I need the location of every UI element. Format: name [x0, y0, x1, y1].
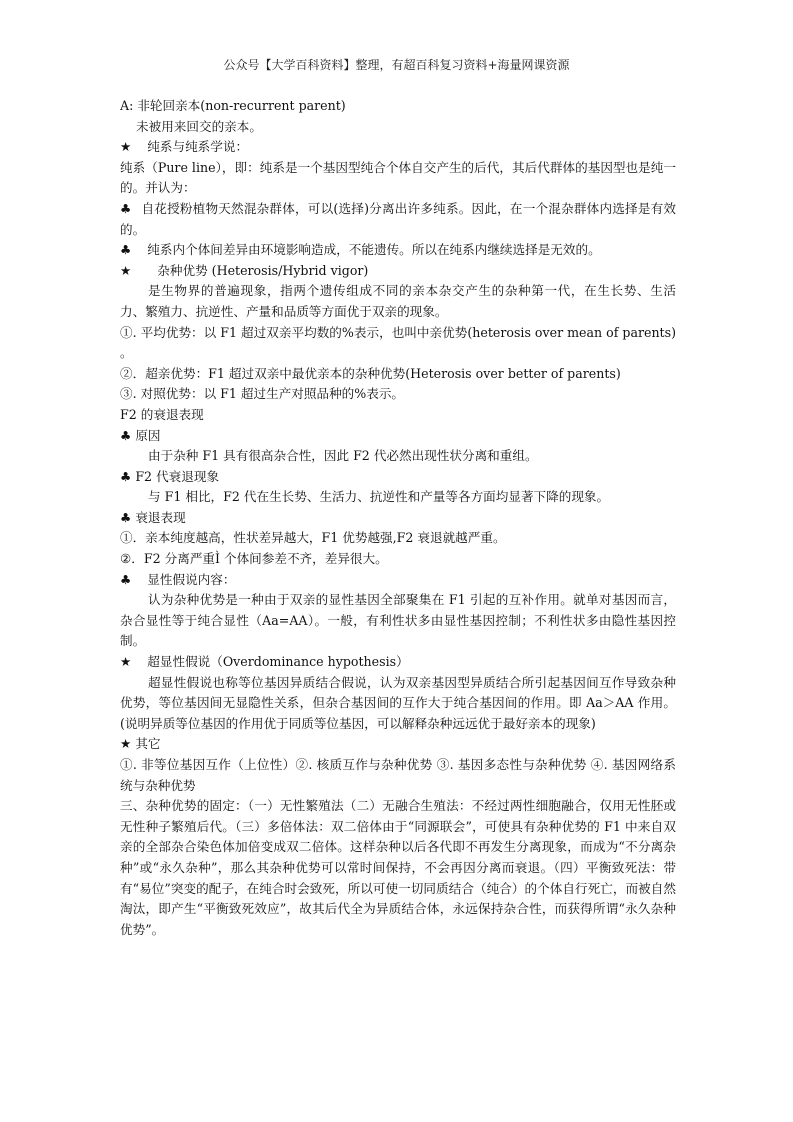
paragraph-f2-decline-phenomenon: 与 F1 相比，F2 代在生长势、生活力、抗逆性和产量等各方面均显著下降的现象。: [148, 489, 610, 505]
star-icon: ★: [120, 262, 132, 278]
bullet-pure-line-variation-text: 纯系内个体间差异由环境影响造成，不能遗传。所以在纯系内继续选择是无效的。: [147, 242, 601, 258]
definition-non-recurrent-parent: 未被用来回交的亲本。: [136, 118, 262, 134]
paragraph-pure-line-definition: 纯系（Pure line），即：纯系是一个基因型纯合个体自交产生的后代，其后代群体的基因型也是纯一的。并认为：: [120, 159, 676, 196]
paragraph-others-list: ①. 非等位基因互作（上位性）②. 核质互作与杂种优势 ③. 基因多态性与杂种优势 ④. 基因网络系统与杂种优势: [120, 757, 676, 793]
paragraph-dominance-hypothesis: 认为杂种优势是一种由于双亲的显性基因全部聚集在 F1 引起的互补作用。就单对基因而言，杂合显性等于纯合显性（Aa=AA）。一般，有利性状多由显性基因控制；不利性状多由隐性基因控制。: [120, 592, 676, 649]
star-icon: ★: [120, 654, 132, 670]
club-icon: ♣: [120, 468, 132, 484]
heading-heterosis: [120, 261, 676, 282]
bullet-self-pollinated-text: 自花授粉植物天然混杂群体，可以(选择)分离出许多纯系。因此，在一个混杂群体内选择是有效的。: [120, 200, 676, 237]
term-non-recurrent-parent: A: 非轮回亲本(non-recurrent parent): [120, 98, 346, 113]
heading-pure-line-text: 纯系与纯系学说：: [147, 139, 249, 155]
item-standard-heterosis: ③. 对照优势：以 F1 超过生产对照品种的%表示。: [120, 386, 405, 402]
item-mid-parent-heterosis: ①. 平均优势：以 F1 超过双亲平均数的%表示，也叫中亲优势(heterosis over mean of parents) 。: [120, 324, 676, 361]
paragraph-cause: 由于杂种 F1 具有很高杂合性，因此 F2 代必然出现性状分离和重组。: [148, 448, 538, 464]
page-header: 公众号【大学百科资料】整理，有超百科复习资料+海量网课资源: [223, 58, 570, 72]
subheading-decline-manifestation: [120, 508, 676, 529]
paragraph-heterosis-fixation: 三、杂种优势的固定：（一）无性繁殖法（二）无融合生殖法：不经过两性细胞融合，仅用无性胚或无性种子繁殖后代。（三）多倍体法：双二倍体由于“同源联会”，可使具有杂种优势的 F1 中来自双亲的全部杂合染色体加倍变成双二倍体。这样杂种以后各代即不再发生分离现象，而成为“不分离杂种”或“永久杂种”，那么其杂种优势可以常时间保持，不会再因分离而衰退。（四）平衡致死法：带有“易位”突变的配子，在纯合时会致死，所以可使一切同质结合（纯合）的个体自行死亡，而被自然淘汰，即产生“平衡致死效应”，故其后代全为异质结合体，永远保持杂合性，而获得所谓“永久杂种优势”。: [120, 798, 676, 937]
paragraph-heterosis-definition: 是生物界的普遍现象，指两个遗传组成不同的亲本杂交产生的杂种第一代，在生长势、生活力、繁殖力、抗逆性、产量和品质等方面优于双亲的现象。: [120, 283, 676, 319]
heading-f2-decline: F2 的衰退表现: [120, 406, 204, 422]
subheading-f2-decline-phenomenon-text: F2 代衰退现象: [135, 468, 220, 484]
heading-heterosis-text: 杂种优势 (Heterosis/Hybrid vigor): [157, 262, 369, 278]
item-parent-purity: ①．亲本纯度越高，性状差异越大，F1 优势越强,F2 衰退就越严重。: [120, 530, 506, 546]
heading-others-text: 其它: [135, 736, 161, 752]
bullet-self-pollinated: [120, 199, 676, 240]
subheading-f2-decline-phenomenon: [120, 467, 676, 488]
heading-overdominance: [120, 652, 676, 673]
bullet-pure-line-variation: [120, 240, 676, 261]
heading-overdominance-text: 超显性假说（Overdominance hypothesis）: [147, 654, 409, 670]
item-f2-segregation: ②．F2 分离严重Ì 个体间参差不齐，差异很大。: [120, 551, 388, 567]
club-icon: ♣: [120, 427, 132, 443]
paragraph-overdominance: 超显性假说也称等位基因异质结合假说，认为双亲基因型异质结合所引起基因间互作导致杂种优势，等位基因间无显隐性关系，但杂合基因间的互作大于纯合基因间的作用。即 Aa＞AA 作用。(说明异质等位基因的作用优于同质等位基因，可以解释杂种远远优于最好亲本的现象): [120, 674, 676, 731]
heading-others: [120, 734, 676, 755]
club-icon: ♣: [120, 242, 132, 258]
club-icon: ♣: [120, 509, 132, 525]
subheading-cause: [120, 426, 676, 447]
subheading-cause-text: 原因: [135, 427, 161, 443]
subheading-decline-manifestation-text: 衰退表现: [135, 509, 186, 525]
subheading-dominance-hypothesis-text: 显性假说内容：: [147, 571, 236, 587]
star-icon: ★: [120, 736, 132, 752]
subheading-dominance-hypothesis: [120, 570, 676, 591]
item-better-parent-heterosis: ②．超亲优势：F1 超过双亲中最优亲本的杂种优势(Heterosis over better of parents): [120, 365, 621, 381]
club-icon: ♣: [120, 571, 132, 587]
star-icon: ★: [120, 139, 132, 155]
document-body: [120, 96, 676, 940]
heading-pure-line: [120, 137, 676, 158]
club-icon: ♣: [120, 200, 132, 216]
